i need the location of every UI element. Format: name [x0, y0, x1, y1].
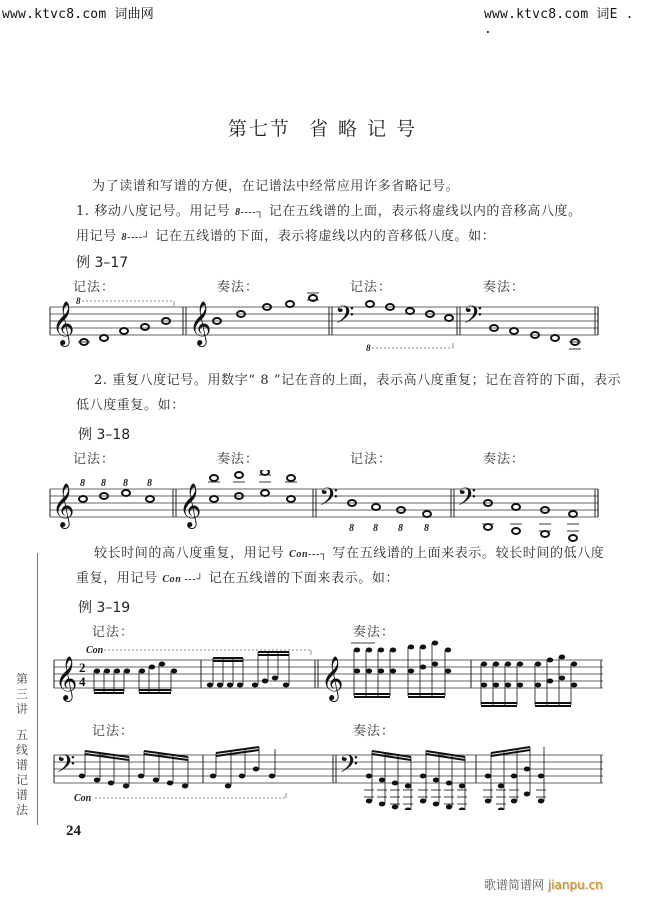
svg-text:𝄞: 𝄞 [321, 658, 344, 700]
svg-text:8: 8 [349, 523, 354, 534]
footer-logo-latin: jianpu.cn [547, 878, 603, 892]
example-3-19-staff-bass [0, 735, 645, 810]
svg-text:8: 8 [147, 478, 152, 489]
ex19-label-2: 奏法： [353, 625, 396, 640]
svg-text:𝄢: 𝄢 [56, 751, 76, 784]
svg-text:𝄞: 𝄞 [52, 485, 75, 527]
item3-text-d: 记在五线谱的下面来表示。如： [208, 571, 400, 586]
sidebar-divider [37, 553, 38, 825]
time-sig-top: 2 [79, 660, 86, 675]
svg-text:8: 8 [76, 296, 81, 306]
ex18-label-3: 记法： [350, 452, 393, 467]
item3-line2 [76, 569, 399, 590]
bass-clef-icon: 𝄢 [463, 302, 483, 335]
svg-text:Con: Con [74, 793, 92, 804]
example-3-17-id: 例 3–17 [76, 255, 129, 271]
svg-text:8: 8 [80, 478, 85, 489]
treble-clef-icon: 𝄞 [52, 303, 75, 345]
svg-text:𝄞: 𝄞 [179, 485, 202, 527]
footer-logo-cn: 歌谱简谱网 [484, 878, 545, 892]
item1-text-a: 1. 移动八度记号。用记号 [76, 204, 231, 219]
example-3-17-staff [0, 290, 645, 370]
ex19-label-3: 记法： [92, 724, 135, 739]
svg-text:8: 8 [123, 478, 128, 489]
svg-text:𝄢: 𝄢 [319, 484, 339, 517]
item1-text-b: 记在五线谱的上面，表示将虚线以内的音移高八度。 [268, 204, 582, 219]
ex17-label-4: 奏法： [483, 280, 526, 295]
watermark-right: www.ktvc8.com 词E . . [484, 7, 634, 37]
ex17-label-1: 记法： [73, 280, 116, 295]
intro-paragraph: 为了读谱和写谱的方便，在记谱法中经常应用许多省略记号。 [92, 179, 460, 194]
section-number: 第七节 [227, 118, 291, 140]
octave-down-symbol: 8----┘ [121, 232, 151, 243]
time-sig-bottom: 4 [79, 674, 86, 689]
item1-line1 [76, 202, 582, 223]
item3-text-c: 重复，用记号 [76, 571, 158, 586]
sidebar-topic: 五 线 谱 记 谱 法 [15, 728, 28, 817]
watermark-left: www.ktvc8.com 词曲网 [2, 7, 154, 22]
item3-text-b: 写在五线谱的上面来表示。较长时间的低八度 [332, 546, 605, 561]
item1-line2 [76, 227, 495, 248]
treble-clef-icon: 𝄞 [189, 303, 212, 345]
octave-up-symbol: 8----┐ [235, 207, 265, 218]
ex17-label-2: 奏法： [217, 280, 260, 295]
svg-text:8: 8 [398, 523, 403, 534]
item2-line2: 低八度重复。如： [76, 398, 185, 413]
ex17-label-3: 记法： [350, 280, 393, 295]
ex19-label-4: 奏法： [353, 724, 396, 739]
ex18-label-1: 记法： [73, 452, 116, 467]
ex19-label-1: 记法： [92, 625, 135, 640]
svg-text:Con: Con [86, 645, 104, 656]
footer-logo [484, 876, 603, 893]
example-3-19-staff-treble [0, 640, 645, 710]
item3-line1 [94, 544, 604, 565]
con-up-symbol: Con---┐ [289, 549, 328, 560]
ex18-label-4: 奏法： [483, 452, 526, 467]
sidebar-chapter: 第 三 讲 [15, 672, 28, 716]
item2-line1: 2. 重复八度记号。用数字“ 8 ”记在音的上面，表示高八度重复；记在音符的下面，表示 [94, 373, 622, 388]
svg-text:𝄢: 𝄢 [339, 751, 359, 784]
item3-text-a: 较长时间的高八度重复，用记号 [94, 546, 285, 561]
example-3-19-id: 例 3–19 [78, 600, 131, 616]
example-3-18-id: 例 3–18 [78, 427, 131, 443]
con-down-symbol: Con ---┘ [162, 574, 204, 585]
svg-text:8: 8 [101, 478, 106, 489]
svg-text:𝄞: 𝄞 [55, 658, 78, 700]
page-number: 24 [66, 823, 81, 839]
svg-text:8: 8 [366, 343, 371, 353]
item1-text-d: 记在五线谱的下面，表示将虚线以内的音移低八度。如： [155, 229, 496, 244]
example-3-18-staff [0, 470, 645, 550]
ex18-label-2: 奏法： [217, 452, 260, 467]
svg-text:8: 8 [373, 523, 378, 534]
svg-text:𝄢: 𝄢 [457, 484, 477, 517]
section-title [0, 114, 645, 141]
bass-clef-icon: 𝄢 [335, 302, 355, 335]
svg-text:8: 8 [424, 523, 429, 534]
item1-text-c: 用记号 [76, 229, 117, 244]
section-name: 省 略 记 号 [308, 118, 418, 140]
